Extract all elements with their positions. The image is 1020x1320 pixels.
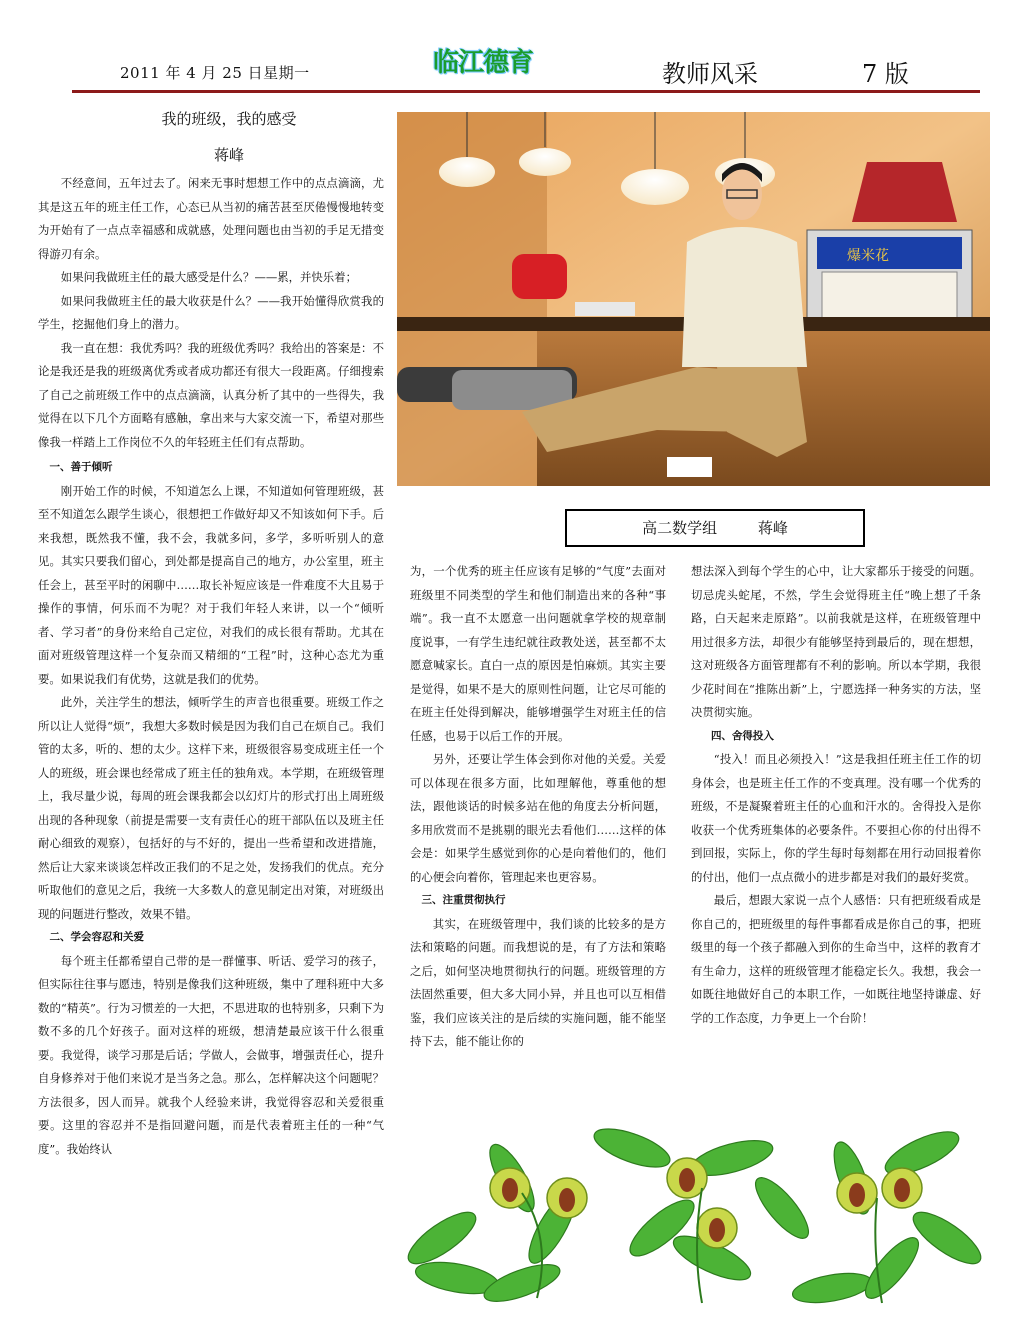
photo-caption: [565, 509, 865, 547]
photo-illustration: [397, 112, 990, 486]
paragraph: 最后，想跟大家说一点个人感悟：只有把班级看成是你自己的，把班级里的每件事都看成是你自己的事，把班级里的每一个孩子都融入到你的生命当中，这样的教育才有生命力，这样的班级管理才能稳定长久。我想，我会一如既往地做好自己的本职工作，一如既往地坚持谦虚、好学的工作态度，力争更上一个台阶！: [691, 893, 981, 1025]
paragraph: 另外，还要让学生体会到你对他的关爱。关爱可以体现在很多方面，比如理解他，尊重他的想法，跟他谈话的时候多站在他的角度去分析问题，多用欣赏而不是挑剔的眼光去看他们……这样的体会是：如果学生感觉到你的心是向着他们的，他们的心便会向着你，管理起来也更容易。: [410, 752, 666, 884]
article-title: 我的班级，我的感受: [161, 110, 297, 128]
section-heading: 二、学会容忍和关爱: [49, 931, 145, 943]
popcorn-sign: 爆米花: [847, 248, 889, 264]
paragraph: 不经意间，五年过去了。闲来无事时想想工作中的点点滴滴，尤其是这五年的班主任工作，心态已从当初的痛苦甚至厌倦慢慢地转变为开始有了一点点幸福感和成就感，处理问题也由当初的手足无措变得游刃有余。: [38, 176, 384, 261]
paragraph: 想法深入到每个学生的心中，让大家都乐于接受的问题。切忌虎头蛇尾，不然，学生会觉得班主任“晚上想了千条路，白天起来走原路”。以前我就是这样，在班级管理中用过很多方法，却很少有能够坚持到最后的，现在想想，这对班级各方面管理都有不利的影响。所以本学期，我很少花时间在“推陈出新”上，宁愿选择一种务实的方法，坚决贯彻实施。: [691, 564, 981, 719]
column-3: [691, 560, 981, 1030]
section-heading: 一、善于倾听: [49, 461, 113, 473]
newspaper-logo: 临江德育: [433, 48, 534, 78]
paragraph: 为，一个优秀的班主任应该有足够的“气度”去面对班级里不同类型的学生和他们制造出来的各种“事端”。我一直不太愿意一出问题就拿学校的规章制度说事，一有学生违纪就往政教处送，甚至都不太愿意喊家长。直白一点的原因是怕麻烦。其实主要是觉得，如果不是大的原则性问题，让它尽可能的在班主任处得到解决，能够增强学生对班主任的信任感，也易于以后工作的开展。: [410, 564, 666, 743]
paragraph: 我一直在想：我优秀吗？我的班级优秀吗？我给出的答案是：不论是我还是我的班级离优秀或者成功都还有很大一段距离。仔细搜索了自己之前班级工作中的点点滴滴，认真分析了其中的一些得失，我觉得在以下几个方面略有感触，拿出来与大家交流一下，希望对那些像我一样踏上工作岗位不久的年轻班主任们有点帮助。: [38, 340, 384, 449]
column-1-intro: [38, 172, 384, 1161]
paragraph: “投入！而且必须投入！”这是我担任班主任工作的切身体会，也是班主任工作的不变真理。没有哪一个优秀的班级，不是凝聚着班主任的心血和汗水的。舍得投入是你收获一个优秀班集体的必要条件。不要担心你的付出得不到回报，实际上，你的学生每时每刻都在用行动回报着你的付出，他们一点点微小的进步都是对我们的最好奖赏。: [691, 752, 981, 884]
paragraph: 每个班主任都希望自己带的是一群懂事、听话、爱学习的孩子，但实际往往事与愿违，特别是像我们这种班级，集中了理科班中大多数的“精英”。行为习惯差的一大把，不思进取的也特别多，只剩下为数不多的几个好孩子。面对这样的班级，想清楚最应该干什么很重要。我觉得，谈学习那是后话；学做人，会做事，增强责任心，提升自身修养对于他们来说才是当务之急。那么，怎样解决这个问题呢？方法很多，因人而异。就我个人经验来讲，我觉得容忍和关爱很重要。这里的容忍并不是指回避问题，而是代表着班主任的一种“气度”。我始终认: [38, 953, 384, 1156]
article-author: 蒋峰: [213, 146, 244, 164]
header-rule: [72, 90, 980, 93]
caption-group: 高二数学组: [642, 519, 718, 537]
chestnut-leaf-icon: [402, 1118, 990, 1310]
teacher-photo: [397, 112, 990, 486]
paragraph: 刚开始工作的时候，不知道怎么上课，不知道如何管理班级，甚至不知道怎么跟学生谈心，很想把工作做好却又不知该如何下手。后来我想，既然我不懂，我不会，我就多问，多学，多听听别人的意见。其实只要我们留心，到处都是提高自己的地方，办公室里，班主任会上，甚至平时的闲聊中……取长补短应该是一件难度不大且易于操作的事情，何乐而不为呢？对于我们年轻人来讲，以一个“倾听者、学习者”的身份来给自己定位，对我们的成长很有帮助。尤其在面对班级管理这样一个复杂而又精细的“工程”时，这种心态尤为重要。如果说我们有优势，这就是我们的优势。: [38, 483, 384, 686]
paragraph: 如果问我做班主任的最大收获是什么？——我开始懂得欣赏我的学生，挖掘他们身上的潜力。: [38, 293, 384, 331]
section-heading: 三、注重贯彻执行: [421, 894, 506, 906]
section-heading: 四、舍得投入: [710, 729, 774, 742]
decorative-leaves-image: [402, 1118, 990, 1310]
paragraph: 此外，关注学生的想法，倾听学生的声音也很重要。班级工作之所以让人觉得“烦”，我想大多数时候是因为我们自己在烦自己。我们管的太多，听的、想的太少。这样下来，班级很容易变成班主任一个人的班级，班会课也经常成了班主任的独角戏。本学期，在班级管理上，我尽量少说，每周的班会课我都会以幻灯片的形式打出上周班级出现的各种现象（前提是需要一支有责任心的班干部队伍以及班主任耐心细致的观察），包括好的与不好的，提出一些希望和改进措施，然后让大家来谈谈怎样改正我们的不足之处，发扬我们的优点。充分听取他们的意见之后，我统一大多数人的意见制定出对策，对班级出现的问题进行整改，效果不错。: [38, 695, 384, 921]
paragraph: 如果问我做班主任的最大感受是什么？——累，并快乐着；: [60, 270, 357, 284]
column-2: [410, 560, 666, 1054]
issue-date: 2011 年 4 月 25 日星期一: [120, 64, 310, 82]
section-name: 教师风采: [662, 60, 758, 88]
paragraph: 其实，在班级管理中，我们谈的比较多的是方法和策略的问题。而我想说的是，有了方法和策略之后，如何坚决地贯彻执行的问题。班级管理的方法固然重要，但大多大同小异，并且也可以互相借鉴，我们应该关注的是后续的实施问题，能不能坚持下去，能不能让你的: [410, 916, 666, 1048]
page-number: 7 版: [862, 60, 909, 88]
caption-name: 蒋峰: [757, 519, 788, 537]
